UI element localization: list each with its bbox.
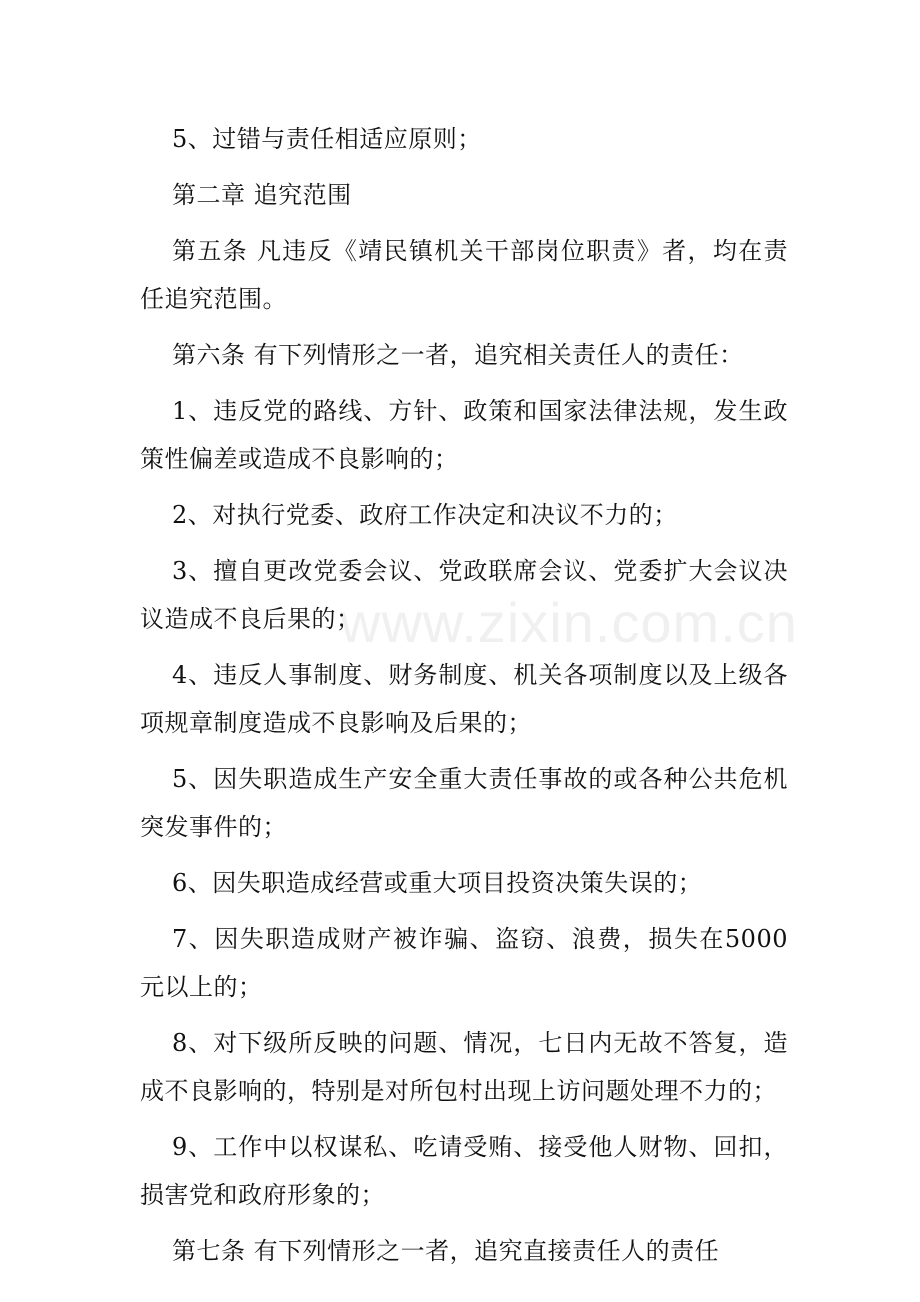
paragraph-principle-5: 5、过错与责任相适应原则； bbox=[172, 125, 482, 153]
watermark: www.zixin.com.cn bbox=[340, 591, 798, 654]
chapter-heading: 第二章 追究范围 bbox=[172, 181, 352, 209]
list-item-3: 3、擅自更改党委会议、党政联席会议、党委扩大会议决议造成不良后果的； bbox=[140, 557, 788, 633]
article-7: 第七条 有下列情形之一者，追究直接责任人的责任 bbox=[172, 1237, 720, 1265]
article-6: 第六条 有下列情形之一者，追究相关责任人的责任： bbox=[172, 341, 744, 369]
list-item-2: 2、对执行党委、政府工作决定和决议不力的； bbox=[172, 501, 678, 529]
list-item-6: 6、因失职造成经营或重大项目投资决策失误的； bbox=[172, 869, 703, 897]
list-item-9: 9、工作中以权谋私、吃请受贿、接受他人财物、回扣，损害党和政府形象的； bbox=[140, 1133, 788, 1209]
list-item-4: 4、违反人事制度、财务制度、机关各项制度以及上级各项规章制度造成不良影响及后果的； bbox=[140, 661, 788, 737]
list-item-1: 1、违反党的路线、方针、政策和国家法律法规，发生政策性偏差或造成不良影响的； bbox=[140, 397, 788, 473]
article-5: 第五条 凡违反《靖民镇机关干部岗位职责》者，均在责任追究范围。 bbox=[140, 237, 788, 313]
list-item-8: 8、对下级所反映的问题、情况，七日内无故不答复，造成不良影响的，特别是对所包村出现上访问题处理不力的； bbox=[140, 1029, 788, 1105]
list-item-5: 5、因失职造成生产安全重大责任事故的或各种公共危机突发事件的； bbox=[140, 765, 788, 841]
list-item-7: 7、因失职造成财产被诈骗、盗窃、浪费，损失在5000元以上的； bbox=[140, 925, 788, 1001]
document-body bbox=[140, 115, 788, 1283]
